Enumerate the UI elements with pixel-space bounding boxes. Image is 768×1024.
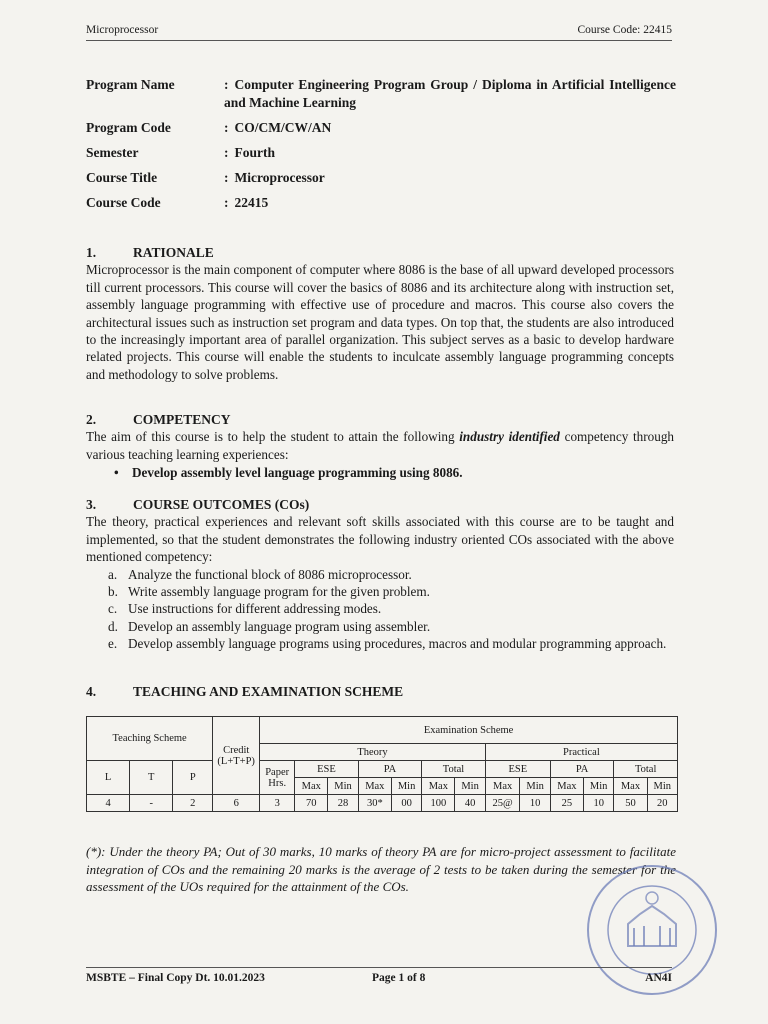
- practical-pa-header: PA: [550, 761, 614, 778]
- theory-pa-header: PA: [358, 761, 422, 778]
- max-header: Max: [295, 778, 328, 795]
- table-cell: 10: [520, 795, 550, 812]
- item-text: Develop an assembly language program using assembler.: [128, 618, 431, 634]
- paper-hrs-header: Paper Hrs.: [260, 761, 295, 795]
- info-row-course-code: [86, 194, 676, 212]
- bullet-dot-icon: •: [114, 465, 119, 481]
- min-header: Min: [520, 778, 550, 795]
- section-scheme: [86, 683, 674, 700]
- outcomes-text: The theory, practical experiences and relevant soft skills associated with this course are to be taught and implemented, so that the student demonstrates the following industry oriented COs associated with the above mentioned competency:: [86, 514, 674, 565]
- info-value: Fourth: [234, 145, 275, 160]
- teaching-scheme-header: Teaching Scheme: [87, 717, 213, 761]
- info-label: Program Code: [86, 120, 171, 135]
- l-header: L: [87, 761, 130, 795]
- table-cell: 2: [173, 795, 213, 812]
- item-key: e.: [108, 636, 118, 652]
- table-cell: 00: [391, 795, 421, 812]
- p-header: P: [173, 761, 213, 795]
- table-cell: 25: [550, 795, 583, 812]
- footer-page-number: Page 1 of 8: [372, 972, 426, 984]
- section-heading: [86, 244, 674, 261]
- page-footer: [86, 967, 672, 988]
- item-text: Develop assembly language programs using procedures, macros and modular programming approach.: [128, 636, 667, 652]
- max-header: Max: [550, 778, 583, 795]
- section-heading: [86, 683, 674, 700]
- info-value-wrap: [224, 119, 676, 137]
- info-value-wrap: [224, 76, 676, 112]
- section-heading: [86, 496, 674, 513]
- page-header: [86, 22, 672, 41]
- section-number: 2.: [86, 412, 97, 427]
- colon: :: [224, 170, 229, 185]
- list-item: [108, 635, 674, 652]
- min-header: Min: [391, 778, 421, 795]
- table-cell: 70: [295, 795, 328, 812]
- theory-ese-header: ESE: [295, 761, 359, 778]
- item-text: Write assembly language program for the given problem.: [128, 584, 430, 600]
- colon: :: [224, 120, 229, 135]
- info-value-wrap: [224, 169, 676, 187]
- item-key: c.: [108, 601, 118, 617]
- competency-text: [86, 428, 674, 463]
- exam-scheme-header: Examination Scheme: [260, 717, 678, 744]
- table-cell: 10: [584, 795, 614, 812]
- max-header: Max: [614, 778, 647, 795]
- item-key: a.: [108, 566, 118, 582]
- item-key: d.: [108, 618, 118, 634]
- min-header: Min: [328, 778, 358, 795]
- info-row-semester: [86, 144, 676, 162]
- max-header: Max: [422, 778, 455, 795]
- practical-ese-header: ESE: [485, 761, 550, 778]
- colon: :: [224, 145, 229, 160]
- info-value: 22415: [234, 195, 269, 210]
- colon: :: [224, 195, 229, 210]
- competency-emphasis: industry identified: [459, 429, 560, 445]
- info-value-wrap: [224, 144, 676, 162]
- min-header: Min: [584, 778, 614, 795]
- scheme-footnote: (*): Under the theory PA; Out of 30 marks, 10 marks of theory PA are for micro-project assessment to facilitate integration of COs and the remaining 20 marks is the average of 2 tests to be taken during the semester for the assessment of the UOs required for the attainment of the COs.: [86, 844, 676, 894]
- table-cell: 3: [260, 795, 295, 812]
- credit-header: Credit (L+T+P): [213, 717, 260, 795]
- rationale-text: Microprocessor is the main component of computer where 8086 is the base of all upward developed processors till current processors. This course will cover the basics of 8086 and its architecture along with instruction set, assembly language programming with effective use of procedure and macros. This course also covers the architectural issues such as instruction set program and data types. On top that, the students are also introduced to the increasingly important area of parallel organization. This subject serves as a basic to develop hardware related projects. This course will enable the students to inculcate assembly language programming concepts and methodology to solve problems.: [86, 262, 674, 382]
- table-cell: -: [130, 795, 173, 812]
- info-label: Course Code: [86, 195, 161, 210]
- section-title: RATIONALE: [133, 245, 214, 260]
- table-row: [87, 795, 678, 812]
- max-header: Max: [358, 778, 391, 795]
- outcomes-list: [108, 566, 674, 653]
- info-row-program-code: [86, 119, 676, 137]
- info-label: Program Name: [86, 77, 175, 92]
- table-cell: 28: [328, 795, 358, 812]
- table-cell: 6: [213, 795, 260, 812]
- item-key: b.: [108, 584, 118, 600]
- table-cell: 30*: [358, 795, 391, 812]
- info-row-course-title: [86, 169, 676, 187]
- table-cell: 100: [422, 795, 455, 812]
- table-cell: 25@: [485, 795, 520, 812]
- section-number: 1.: [86, 245, 97, 260]
- min-header: Min: [647, 778, 677, 795]
- theory-total-header: Total: [422, 761, 486, 778]
- section-rationale: [86, 244, 674, 383]
- theory-header: Theory: [260, 744, 486, 761]
- table-cell: 50: [614, 795, 647, 812]
- section-title: COURSE OUTCOMES (COs): [133, 497, 310, 512]
- info-value: Computer Engineering Program Group / Diploma in Artificial Intelligence and Machine Learning: [224, 77, 676, 110]
- program-info: [86, 76, 676, 219]
- t-header: T: [130, 761, 173, 795]
- section-number: 4.: [86, 684, 97, 699]
- info-label: Course Title: [86, 170, 158, 185]
- colon: :: [224, 77, 229, 92]
- list-item: [108, 618, 674, 635]
- table-cell: 40: [455, 795, 485, 812]
- min-header: Min: [455, 778, 485, 795]
- info-value-wrap: [224, 194, 676, 212]
- info-value: CO/CM/CW/AN: [234, 120, 332, 135]
- list-item: [108, 600, 674, 617]
- section-title: TEACHING AND EXAMINATION SCHEME: [133, 684, 404, 699]
- info-value: Microprocessor: [234, 170, 325, 185]
- header-course-name: Microprocessor: [86, 24, 159, 36]
- info-row-program-name: [86, 76, 676, 112]
- table-cell: 4: [87, 795, 130, 812]
- footer-copy-date: MSBTE – Final Copy Dt. 10.01.2023: [86, 972, 265, 984]
- section-course-outcomes: [86, 496, 674, 653]
- table-cell: 20: [647, 795, 677, 812]
- item-text: Use instructions for different addressing modes.: [128, 601, 382, 617]
- max-header: Max: [485, 778, 520, 795]
- info-label: Semester: [86, 145, 139, 160]
- practical-total-header: Total: [614, 761, 678, 778]
- section-number: 3.: [86, 497, 97, 512]
- practical-header: Practical: [485, 744, 677, 761]
- competency-text-b: competency through various teaching learning experiences:: [86, 429, 675, 462]
- section-title: COMPETENCY: [133, 412, 231, 427]
- item-text: Analyze the functional block of 8086 microprocessor.: [128, 566, 412, 582]
- section-heading: [86, 411, 674, 428]
- competency-statement: Develop assembly level language programming using 8086.: [132, 465, 463, 481]
- list-item: [108, 566, 674, 583]
- competency-text-a: The aim of this course is to help the student to attain the following: [86, 429, 460, 445]
- scheme-table: [86, 716, 678, 812]
- header-course-code: Course Code: 22415: [577, 24, 672, 36]
- list-item: [108, 583, 674, 600]
- footer-code: AN4I: [645, 972, 672, 984]
- competency-bullet: [114, 464, 674, 481]
- section-competency: [86, 411, 674, 482]
